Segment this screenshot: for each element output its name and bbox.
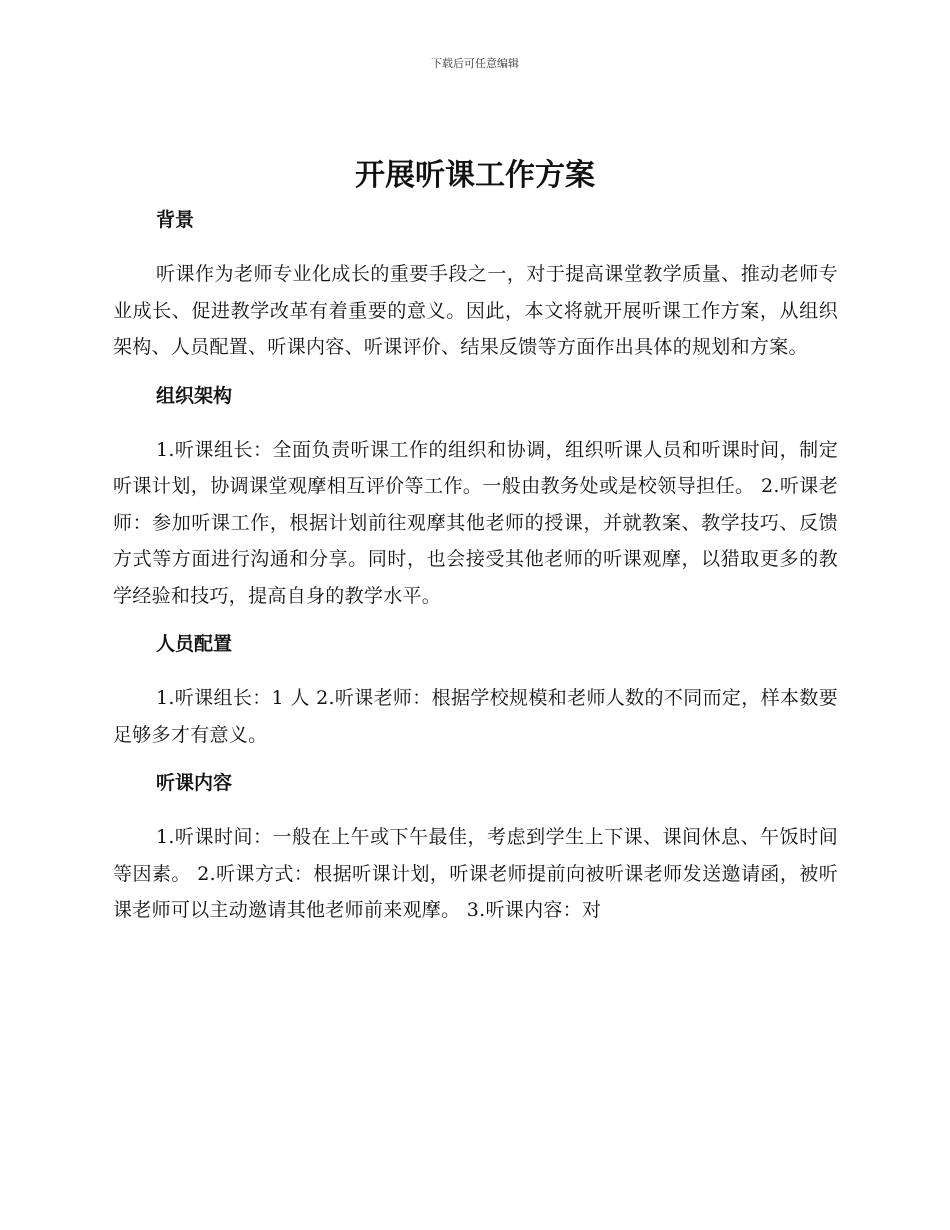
section-body-organization: 1.听课组长：全面负责听课工作的组织和协调，组织听课人员和听课时间，制定听课计划，协调课堂观摩相互评价等工作。一般由教务处或是校领导担任。 2.听课老师：参加听课工作，根据计划前往观摩其他老师的授课，并就教案、教学技巧、反馈方式等方面进行沟通和分享。同时，也会接受其他老师的听课观摩，以猎取更多的教学经验和技巧，提高自身的教学水平。 [113, 438, 838, 607]
section-heading-background: 背景 [156, 209, 195, 231]
document-title: 开展听课工作方案 [355, 158, 595, 193]
section-body-background: 听课作为老师专业化成长的重要手段之一，对于提高课堂教学质量、推动老师专业成长、促进教学改革有着重要的意义。因此，本文将就开展听课工作方案，从组织架构、人员配置、听课内容、听课评价、结果反馈等方面作出具体的规划和方案。 [113, 263, 838, 358]
document-body [113, 202, 838, 929]
section-body-content: 1.听课时间：一般在上午或下午最佳，考虑到学生上下课、课间休息、午饭时间等因素。 2.听课方式：根据听课计划，听课老师提前向被听课老师发送邀请函，被听课老师可以主动邀请其他老师前来观摩。 3.听课内容：对 [113, 826, 838, 921]
section-heading-staffing: 人员配置 [156, 633, 233, 655]
section-body-staffing: 1.听课组长：1 人 2.听课老师：根据学校规模和老师人数的不同而定，样本数要足够多才有意义。 [113, 687, 838, 746]
header-note: 下载后可任意编辑 [431, 57, 519, 70]
section-heading-content: 听课内容 [156, 772, 233, 794]
section-heading-organization: 组织架构 [156, 384, 233, 407]
